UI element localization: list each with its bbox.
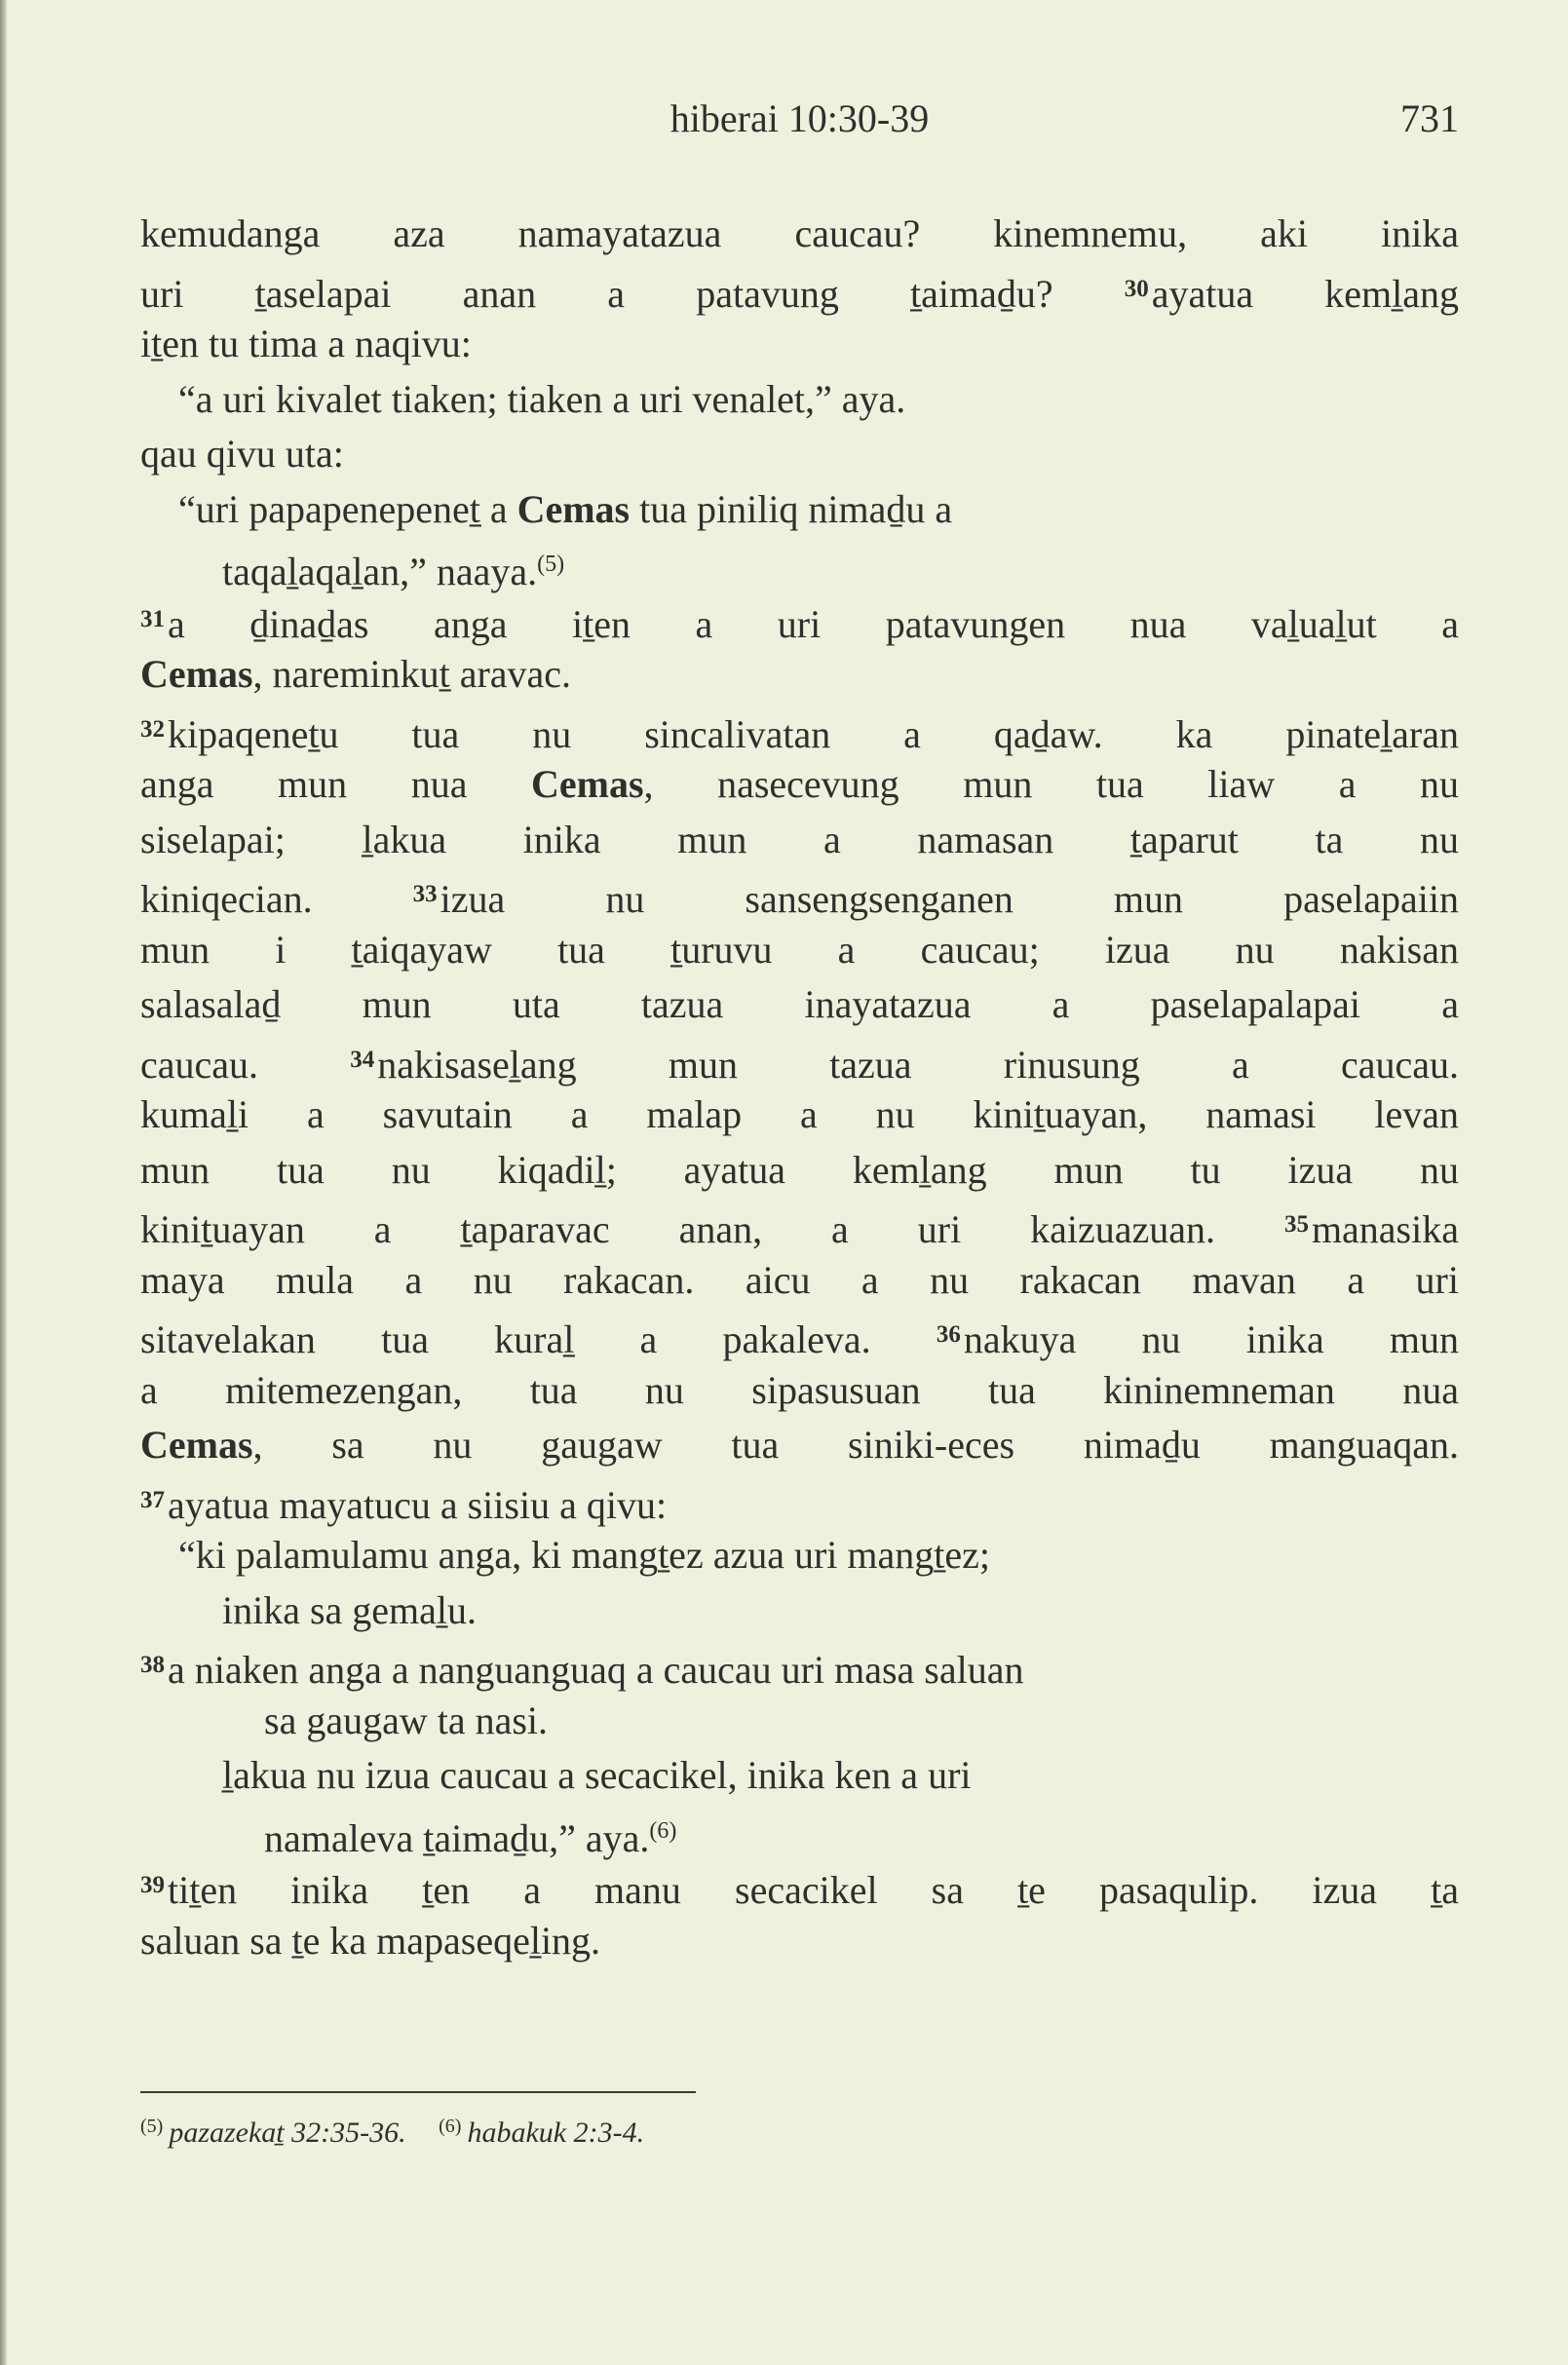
verse-number: 34 bbox=[350, 1046, 375, 1073]
text-line bbox=[140, 703, 1459, 758]
footnote-reference-mark: (6) bbox=[649, 1817, 677, 1844]
text-run: , sa nu gaugaw tua siniki-eces nimaḏu manguaqan. bbox=[252, 1423, 1459, 1467]
text-line bbox=[140, 1087, 1459, 1143]
text-run: ayatua mayatucu a siisiu a qivu: bbox=[168, 1482, 668, 1527]
text-run: a ḏinaḏas anga iṯen a uri patavungen nua vaḻuaḻut a bbox=[168, 601, 1459, 646]
text-line bbox=[140, 1473, 1459, 1529]
text-line bbox=[140, 372, 1459, 428]
bold-word: Cemas bbox=[531, 762, 644, 806]
verse-number: 37 bbox=[140, 1486, 165, 1513]
text-run: iṯen tu tima a naqivu: bbox=[140, 322, 472, 365]
text-run: salasalaḏ mun uta tazua inayatazua a paselapalapai a bbox=[140, 982, 1459, 1026]
page-number: 731 bbox=[1400, 96, 1459, 140]
footnote-mark: (5) bbox=[140, 2116, 164, 2137]
running-title: hiberai 10:30-39 bbox=[669, 96, 930, 140]
text-run: kiniqecian. bbox=[140, 877, 413, 921]
text-line bbox=[140, 757, 1459, 813]
verse-number: 39 bbox=[140, 1872, 165, 1898]
text-run: anga mun nua bbox=[140, 762, 532, 806]
text-line bbox=[140, 1198, 1459, 1253]
text-line bbox=[140, 1308, 1459, 1363]
text-run: mun i ṯaiqayaw tua ṯuruvu a caucau; izua nu nakisan bbox=[140, 927, 1459, 972]
bold-word: Cemas bbox=[140, 652, 253, 696]
verse-number: 38 bbox=[140, 1652, 165, 1678]
text-run: saluan sa ṯe ka mapaseqeḻing. bbox=[140, 1918, 601, 1963]
text-line bbox=[140, 1033, 1459, 1088]
text-line bbox=[140, 482, 1459, 538]
footnote-mark: (6) bbox=[439, 2116, 462, 2137]
text-line bbox=[140, 1694, 1459, 1749]
text-run: tua piniliq nimaḏu a bbox=[630, 486, 953, 531]
text-line bbox=[140, 647, 1459, 703]
text-run: a mitemezengan, tua nu sipasusuan tua kininemneman nua bbox=[140, 1367, 1459, 1412]
text-line bbox=[140, 813, 1459, 868]
text-run: a niaken anga a nanguanguaq a caucau uri masa saluan bbox=[168, 1648, 1024, 1692]
bold-word: Cemas bbox=[516, 486, 631, 531]
text-line bbox=[140, 262, 1459, 318]
footnote-reference-mark: (5) bbox=[537, 552, 565, 577]
footnote-reference: habakuk 2:3-4. bbox=[467, 2117, 645, 2149]
text-line bbox=[140, 1143, 1459, 1199]
text-line bbox=[140, 1638, 1459, 1694]
page-header bbox=[140, 95, 1459, 144]
verse-number: 32 bbox=[140, 715, 165, 743]
text-line bbox=[140, 1858, 1459, 1914]
scripture-text bbox=[140, 207, 1459, 1968]
text-line bbox=[140, 977, 1459, 1033]
text-line bbox=[140, 427, 1459, 482]
text-line bbox=[140, 1418, 1459, 1473]
text-line bbox=[140, 1363, 1459, 1419]
text-run: qau qivu uta: bbox=[140, 432, 344, 476]
text-run: ayatua kemḻang bbox=[1151, 271, 1459, 316]
verse-number: 33 bbox=[412, 881, 438, 907]
text-run: “ki palamulamu anga, ki mangṯez azua uri mangṯez; bbox=[178, 1533, 990, 1577]
text-run: nakisaseḻang mun tazua rinusung a caucau. bbox=[377, 1042, 1459, 1087]
bold-word: Cemas bbox=[140, 1423, 253, 1467]
text-run: izua nu sansengsenganen mun paselapaiin bbox=[440, 877, 1459, 921]
text-line bbox=[140, 537, 1459, 592]
verse-number: 36 bbox=[936, 1321, 961, 1348]
text-line bbox=[140, 1748, 1459, 1804]
text-run: ḻakua nu izua caucau a secacikel, inika ken a uri bbox=[222, 1753, 972, 1797]
text-line bbox=[140, 867, 1459, 923]
text-run: manasika bbox=[1311, 1207, 1459, 1251]
text-run: taqaḻaqaḻan,” naaya. bbox=[222, 550, 538, 593]
text-run: sa gaugaw ta nasi. bbox=[264, 1697, 549, 1742]
text-line bbox=[140, 592, 1459, 648]
verse-number: 35 bbox=[1283, 1211, 1309, 1238]
text-run: inika sa gemaḻu. bbox=[222, 1587, 478, 1632]
text-run: namaleva ṯaimaḏu,” aya. bbox=[264, 1815, 650, 1860]
text-run: caucau. bbox=[140, 1042, 351, 1087]
text-run: kemudanga aza namayatazua caucau? kinemnemu, aki inika bbox=[140, 211, 1459, 255]
text-run: tiṯen inika ṯen a manu secacikel sa ṯe pasaqulip. izua ṯa bbox=[168, 1868, 1459, 1912]
text-run: nakuya nu inika mun bbox=[963, 1317, 1459, 1361]
text-run: siselapai; ḻakua inika mun a namasan ṯaparut ta nu bbox=[140, 817, 1459, 861]
text-line bbox=[140, 317, 1459, 372]
text-run: , nareminkuṯ aravac. bbox=[252, 652, 572, 696]
text-run: sitavelakan tua kuraḻ a pakaleva. bbox=[140, 1317, 937, 1361]
page-edge bbox=[0, 0, 7, 2365]
text-line bbox=[140, 1253, 1459, 1309]
text-run: “uri papapenepeneṯ a bbox=[178, 486, 517, 531]
text-run: “a uri kivalet tiaken; tiaken a uri venalet,” aya. bbox=[178, 376, 906, 421]
text-run: kiniṯuayan a ṯaparavac anan, a uri kaizuazuan. bbox=[140, 1207, 1284, 1251]
verse-number: 30 bbox=[1124, 275, 1149, 302]
text-line bbox=[140, 1583, 1459, 1639]
text-run: kipaqeneṯu tua nu sincalivatan a qaḏaw. ka pinateḻaran bbox=[168, 711, 1459, 756]
text-line bbox=[140, 1804, 1459, 1859]
text-line bbox=[140, 1528, 1459, 1583]
text-run: maya mula a nu rakacan. aicu a nu rakacan mavan a uri bbox=[140, 1257, 1459, 1302]
text-line bbox=[140, 207, 1459, 262]
text-run: , nasecevung mun tua liaw a nu bbox=[643, 762, 1459, 806]
verse-number: 31 bbox=[140, 605, 165, 632]
footnote-divider bbox=[140, 2091, 696, 2093]
text-run: mun tua nu kiqadiḻ; ayatua kemḻang mun tu izua nu bbox=[140, 1147, 1459, 1192]
text-line bbox=[140, 923, 1459, 978]
footnotes bbox=[140, 2105, 669, 2155]
footnote-reference: pazazekaṯ 32:35-36. bbox=[169, 2117, 406, 2149]
text-run: uri ṯaselapai anan a patavung ṯaimaḏu? bbox=[140, 271, 1125, 316]
text-line bbox=[140, 1914, 1459, 1969]
text-run: kumaḻi a savutain a malap a nu kiniṯuayan, namasi levan bbox=[140, 1092, 1459, 1136]
